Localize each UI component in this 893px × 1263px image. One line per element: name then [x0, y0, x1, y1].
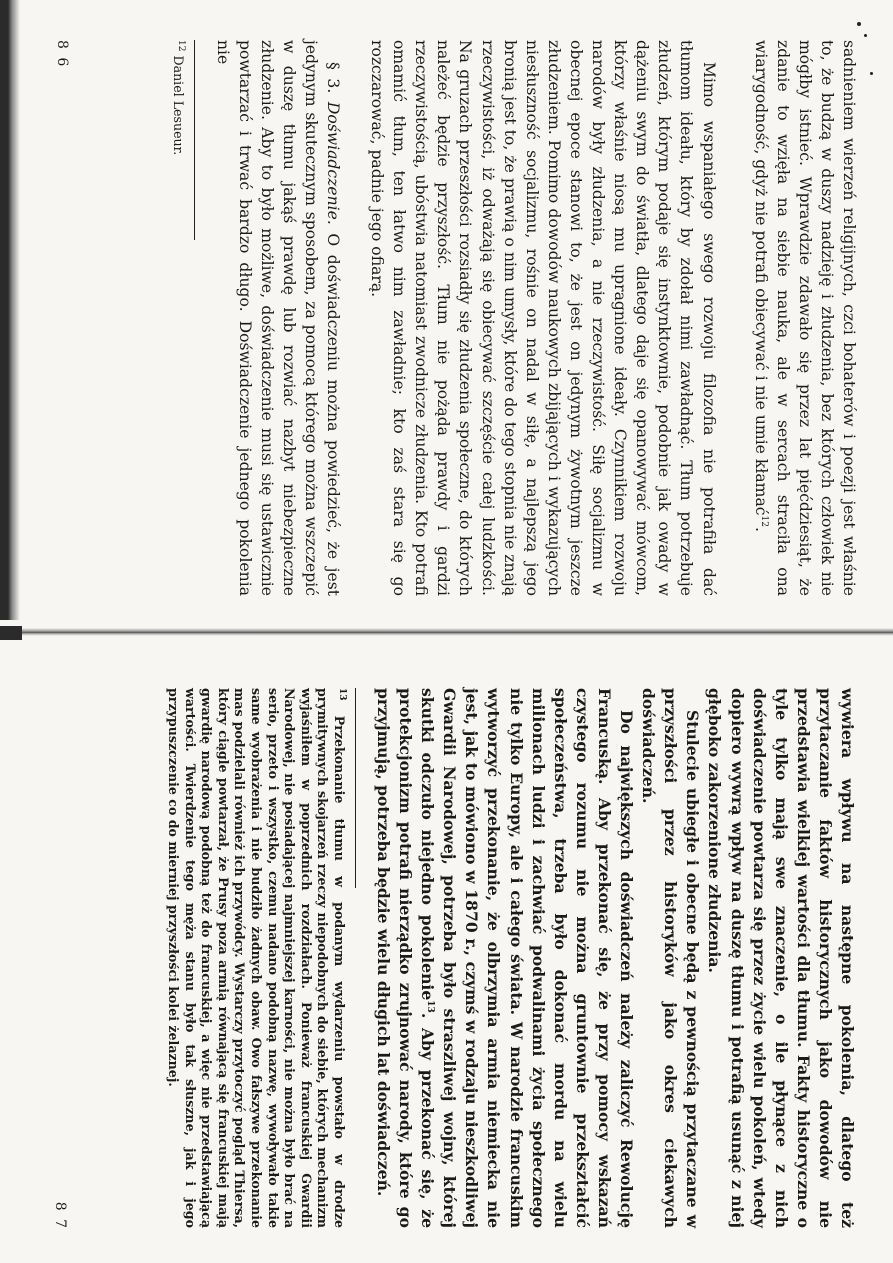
page-87 [38, 660, 858, 1240]
page-86 [40, 20, 860, 610]
footnote-ref-12: 12 [758, 515, 769, 527]
footnote-ref-13: 13 [425, 1000, 436, 1013]
binding-shadow [0, 0, 20, 620]
binding-stub [0, 626, 22, 640]
page-number: 8 6 [54, 40, 70, 69]
footnote-separator [355, 688, 356, 888]
page-number: 8 7 [52, 1201, 68, 1230]
section-title: Doświadczenie. [324, 101, 343, 225]
continuation-paragraph: wywiera wpływu na następne pokolenia, dlatego też przytaczanie faktów historycznych jako dowodów nie przedstawia wielkiej wartości dla tłumu. Fakty historyczne o tyle tylko mają swe znaczenie, o ile płynące z nich doświadczenie powtarza się przez życie wielu pokoleń, wtedy dopiero wywrą wpływ na duszę tłumu i potrafią usunąć z niej głęboko zakorzenione złudzenia. [705, 688, 857, 1228]
footnote-12 [170, 40, 187, 596]
century-paragraph: Stulecie ubiegłe i obecne będą z pewnością przytaczane w przyszłości przez historyków jako okres ciekawych doświadczeń. [639, 688, 703, 1228]
footnote-text: Przekonanie tłumu w podanym wydarzeniu powstało w drodze prymitywnych skojarzeń rzeczy niepodobnych do siebie, których mechanizm wyjaśniłem w poprzednich rozdziałach. Ponieważ francuskiej Gwardii Narodowej, nie posiadającej najmniejszej karności, nie można było brać na serio, przeto i wszystko, czemu nadano podobną nazwę, wywoływało takie same wyobrażenia i nie budziło żadnych obaw. Owo fałszywe przekonanie mas podzielali również ich przywódcy. Wystarczy przytoczyć pogląd Thiersa, który ciągle powtarzał, że Prusy poza armią równającą się francuskiej mają gwardię narodową podobną też do francuskiej, a więc nie przedstawiającą wartości. Twierdzenie tego męża stanu było tak słuszne, jak i jego przypuszczenie co do mierniej przyszłości kolei żelaznej. [166, 688, 347, 1228]
section-mark: § 3. [324, 62, 343, 94]
footnote-number: 13 [337, 688, 348, 701]
intro-text: sadnieniem wierzeń religijnych, czci bohaterów i poezji jest właśnie to, że budzą w duszy nadzieję i złudzenia, bez których człowiek nie mógłby istnieć. Wprawdzie zdawało się przez lat pięćdziesiąt, że zdanie to wzięła na siebie nauka, ale w sercach straciła ona wiarygodność, gdyż nie potrafi obiecywać i nie umie kłamać [751, 40, 858, 596]
footnote-text: Daniel Lesueur. [171, 55, 187, 156]
philosophy-paragraph: Mimo wspaniałego swego rozwoju filozofia nie potrafiła dać tłumom ideału, który by zdołał nimi zawładnąć. Tłum potrzebuje złudzeń, którym podaje się instynktownie, podobnie jak owady w dążeniu swym do światła, dlatego daje się opanowywać mówcom, którzy właśnie niosą mu upragnione ideały. Czynnikiem rozwoju narodów były złudzenia, a nie rzeczywistość. Siłę socjalizmu w obecnej epoce stanowi to, że jest on jedynym żywotnym jeszcze złudzeniem. Pomimo dowodów naukowych zbijających i wykazujących niesłuszność socjalizmu, rośnie on nadal w siłę, a najlepszą jego bronią jest to, że prawią o nim umysły, które do tego stopnia nie znają rzeczywistości, iż odważają się obiecywać szczęście całej ludzkości. Na gruzach przeszłości rozsiadły się złudzenia społeczne, do których należeć będzie przyszłość. Tłum nie pożąda prawdy i gardzi rzeczywistością, ubóstwia natomiast zwodnicze złudzenia. Kto potrafi omamić tłum, ten łatwo nim zawładnie; kto zaś stara się go rozczarować, padnie jego ofiarą. [368, 40, 718, 596]
experience-paragraph [211, 40, 344, 596]
footnote-number: 12 [176, 40, 187, 52]
scan-speck [864, 34, 867, 37]
scan-speck [870, 72, 873, 75]
intro-paragraph: sadnieniem wierzeń religijnych, czci bohaterów i poezji jest właśnie to, że budzą w duszy nadzieję i złudzenia, bez których człowiek nie mógłby istnieć. Wprawdzie zdawało się przez lat pięćdziesiąt, że zdanie to wzięła na siebie nauka, ale w sercach straciła ona wiarygodność, gdyż nie potrafi obiecywać i nie umie kłamać$^{12}$. [751, 40, 858, 596]
footnote-separator [194, 40, 195, 240]
revolution-paragraph: Do największych doświadczeń należy zaliczyć Rewolucję Francuską. Aby przekonać się, że przy pomocy wskazań czystego rozumu nie można gruntownie przekształcić społeczeństwa, trzeba było dokonać mordu na wielu milionach ludzi i zachwiać podwalinami życia społecznego nie tylko Europy, ale i całego świata. W narodzie francuskim wytworzyć przekonanie, że olbrzymia armia niemiecka nie jest, jak to mówiono w 1870 r., czymś w rodzaju nieszkodliwej Gwardii Narodowej, potrzeba było straszliwej wojny, której skutki odczuło niejedno pokolenie$^{13}$. Aby przekonać się, że protekcjonizm potrafi nierządko zrujnować narody, które go przyjmują, potrzeba będzie wielu długich lat doświadczeń. [374, 688, 637, 1228]
footnote-13 [164, 688, 347, 1228]
page-fold-line [0, 628, 893, 636]
experience-text: O doświadczeniu można powiedzieć, że jest jedynym skutecznym sposobem, za pomocą którego można wszczepić w duszę tłumu jakąś prawdę lub rozwiać nazbyt niebezpieczne złudzenie. Aby to było możliwe, doświadczenie musi się ustawicznie powtarzać i trwać bardzo długo. Doświadczenie jednego pokolenia nie [213, 40, 343, 596]
